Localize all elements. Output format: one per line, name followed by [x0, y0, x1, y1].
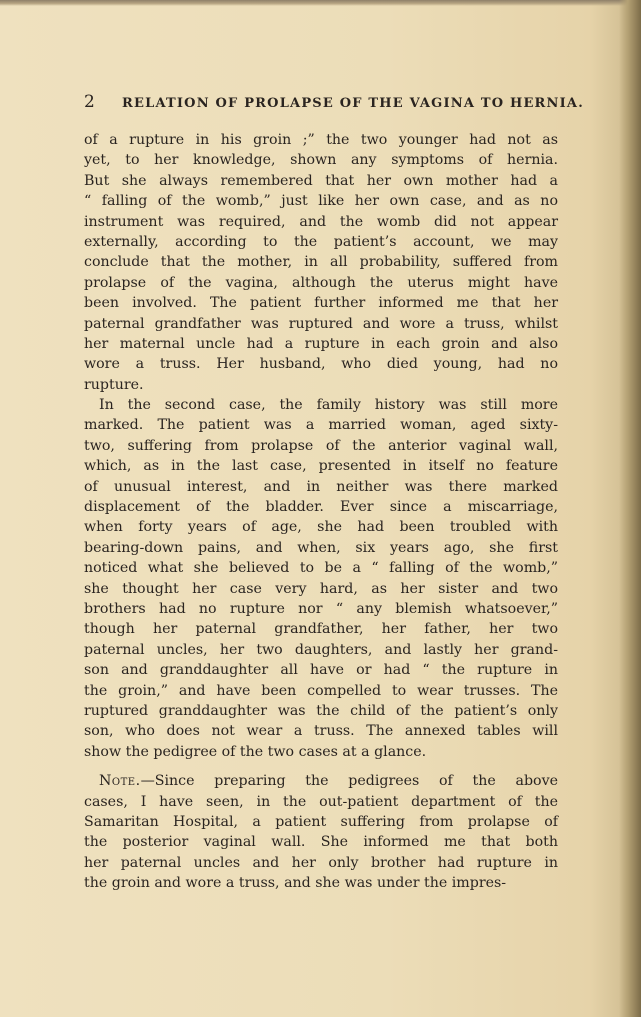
text-line: But she always remembered that her own mother had a — [84, 172, 558, 189]
paragraph — [84, 130, 558, 395]
text-line: externally, according to the patient’s account, we may — [84, 233, 558, 250]
body-text — [84, 130, 558, 893]
note-label: Note. — [99, 773, 141, 790]
text-line: show the pedigree of the two cases at a glance. — [84, 743, 427, 760]
text-line: paternal uncles, her two daughters, and lastly her grand- — [84, 641, 558, 658]
text-line: though her paternal grandfather, her father, her two — [84, 621, 558, 638]
text-line: when forty years of age, she had been troubled with — [84, 519, 558, 536]
text-line: of a rupture in his groin ;” the two younger had not as — [84, 132, 558, 148]
text-line: noticed what she believed to be a “ falling of the womb,” — [84, 560, 558, 577]
text-line: prolapse of the vagina, although the uterus might have — [84, 274, 558, 291]
paragraph — [84, 395, 558, 762]
text-line: been involved. The patient further informed me that her — [84, 295, 558, 312]
text-line: bearing-down pains, and when, six years ago, she first — [84, 539, 558, 556]
text-line: her maternal uncle had a rupture in each groin and also — [84, 335, 558, 352]
text-line: yet, to her knowledge, shown any symptoms of hernia. — [84, 152, 558, 169]
page-right-edge-shadow — [619, 0, 641, 1017]
text-line: the groin and wore a truss, and she was under the impres- — [84, 875, 507, 892]
text-line: son and granddaughter all have or had “ the rupture in — [84, 662, 558, 679]
text-line — [84, 771, 558, 791]
page-header — [84, 92, 584, 114]
text-line: wore a truss. Her husband, who died young, had no — [84, 356, 558, 373]
running-head: RELATION OF PROLAPSE OF THE VAGINA TO HERNIA. — [122, 96, 584, 111]
text-line: instrument was required, and the womb did not appear — [84, 213, 558, 230]
text-line: Samaritan Hospital, a patient suffering from prolapse of — [84, 813, 558, 830]
text-line: paternal grandfather was ruptured and wore a truss, whilst — [84, 315, 558, 332]
text-line: “ falling of the womb,” just like her own case, and as no — [84, 193, 558, 210]
text-line: son, who does not wear a truss. The annexed tables will — [84, 723, 558, 740]
paragraph-gap — [84, 762, 558, 771]
text-line: of unusual interest, and in neither was there marked — [84, 478, 558, 495]
text-line: ruptured granddaughter was the child of the patient’s only — [84, 702, 558, 719]
text-line: displacement of the bladder. Ever since a miscarriage, — [84, 499, 558, 516]
text-line: the groin,” and have been compelled to wear trusses. The — [84, 682, 558, 699]
text-line: brothers had no rupture nor “ any blemish whatsoever,” — [84, 600, 558, 617]
text-line: marked. The patient was a married woman, aged sixty- — [84, 417, 558, 434]
text-line: rupture. — [84, 376, 144, 393]
page-number: 2 — [84, 92, 95, 112]
note-first-line: —Since preparing the pedigrees of the above — [140, 773, 558, 790]
page-top-edge — [0, 0, 641, 6]
text-line: the posterior vaginal wall. She informed me that both — [84, 834, 558, 851]
text-line: two, suffering from prolapse of the anterior vaginal wall, — [84, 437, 558, 454]
text-line: In the second case, the family history was still more — [99, 397, 558, 414]
text-line: cases, I have seen, in the out-patient department of the — [84, 793, 558, 810]
text-line: which, as in the last case, presented in itself no feature — [84, 458, 558, 475]
text-line: her paternal uncles and her only brother had rupture in — [84, 854, 558, 871]
text-line: conclude that the mother, in all probability, suffered from — [84, 254, 558, 271]
text-line: she thought her case very hard, as her sister and two — [84, 580, 558, 597]
note-paragraph — [84, 771, 558, 893]
